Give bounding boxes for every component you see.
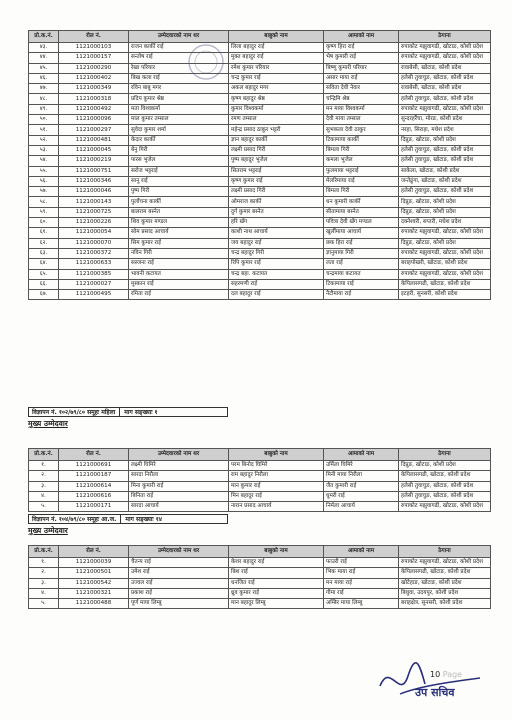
table-cell: ज्ञान बहादुर कार्की — [229, 135, 324, 145]
table-cell: ओमराज कार्की — [229, 197, 324, 207]
table-row — [29, 125, 491, 135]
advertisement-label: विज्ञापन नं. १०४/७९/८० समूहः आ.ज. — [32, 516, 117, 523]
table-header-row — [29, 546, 491, 558]
table-cell: बिश राई — [229, 568, 324, 578]
table-cell: रमेश कुमार परियार — [229, 63, 324, 73]
table-cell: पारस भुजेल — [129, 156, 229, 166]
table-cell: मुक्त बहादुर राई — [229, 53, 324, 63]
table-cell: 1121000495 — [59, 290, 129, 300]
table-cell: ५७. — [29, 187, 59, 197]
table-cell: सोम प्रसाद आचार्य — [129, 228, 229, 238]
page-number-label: Page — [442, 670, 463, 679]
table-row — [29, 176, 491, 186]
table-body — [29, 461, 491, 512]
advertisement-notice-indigenous — [28, 514, 228, 524]
candidate-table-continued — [28, 30, 491, 300]
table-cell: पुष्प बहादुर भुजेल — [229, 156, 324, 166]
advertisement-label: विज्ञापन नं. १०२/७९/८० समूहः महिला — [32, 409, 116, 416]
column-header: उम्मेदवारको नाम थर — [129, 31, 229, 43]
table-cell: 1121000297 — [59, 125, 129, 135]
table-cell: ४३. — [29, 43, 59, 53]
table-row — [29, 145, 491, 155]
table-cell: सविता देवी नेवार — [324, 84, 399, 94]
table-row — [29, 279, 491, 289]
table-cell: माल कुमार तम्साल — [129, 115, 229, 125]
table-row — [29, 135, 491, 145]
table-cell: भिक माया राई — [324, 568, 399, 578]
table-cell: कमला भुजेल — [324, 156, 399, 166]
table-cell: दिप्रुङ, खोटाङ, कोशी प्रदेश — [399, 461, 491, 471]
table-cell: ४९. — [29, 104, 59, 114]
table-row — [29, 207, 491, 217]
table-row — [29, 502, 491, 512]
table-row — [29, 238, 491, 248]
table-cell: 1121000402 — [59, 73, 129, 83]
column-header: बाबुको नाम — [229, 449, 324, 461]
table-row — [29, 43, 491, 53]
table-cell: मान बहादुर लिम्बु — [229, 599, 324, 609]
table-cell: सानु राई — [129, 176, 229, 186]
column-header: आमाको नाम — [324, 546, 399, 558]
table-cell: बिख कला राई — [129, 73, 229, 83]
column-header: प्रो.क.नं. — [29, 449, 59, 461]
table-cell: 1121000501 — [59, 568, 129, 578]
table-cell: १. — [29, 558, 59, 568]
table-row — [29, 269, 491, 279]
table-cell: लक्ष्मी प्रसाद गिरी — [229, 187, 324, 197]
table-cell: बिमला गिरी — [324, 145, 399, 155]
table-row — [29, 53, 491, 63]
table-cell: हरि खँग — [229, 218, 324, 228]
table-cell: ध्रुव कुमार राई — [229, 588, 324, 598]
table-cell: भावनी कटायत — [129, 269, 229, 279]
table-cell: साकेला, खोटाङ, कोशी प्रदेश — [399, 166, 491, 176]
table-cell: मिनी माया निरौला — [324, 471, 399, 481]
table-cell: सारदा आचार्य — [129, 502, 229, 512]
table-row — [29, 259, 491, 269]
column-header: रोल नं. — [59, 31, 129, 43]
table-cell: 1121000103 — [59, 43, 129, 53]
table-cell: बिष्णु कुमारी परियार — [324, 63, 399, 73]
table-cell: सुभकला देवी ठाकुर — [324, 125, 399, 135]
table-cell: रुपाकोट मझुवागढी, खोटाङ, कोशी प्रदेश — [399, 43, 491, 53]
candidate-table-women — [28, 448, 491, 512]
table-row — [29, 63, 491, 73]
table-cell: चन्द्रिमि श्रेष्ठ — [324, 94, 399, 104]
table-cell: 1121000187 — [59, 471, 129, 481]
table-cell: कृष्ण कुमार राई — [229, 176, 324, 186]
table-cell: पुष्प गिरी — [129, 187, 229, 197]
section-heading-main-candidates: मुख्य उम्मेदवार — [28, 419, 68, 428]
table-cell: मता विश्वकर्मा — [129, 104, 229, 114]
table-cell: धनजित राई — [229, 578, 324, 588]
table-cell: दुर्ग कुमार बस्नेत — [229, 207, 324, 217]
table-row — [29, 84, 491, 94]
table-cell: चन्द्र बहादुर गिरी — [229, 248, 324, 258]
table-body — [29, 43, 491, 300]
column-header: आमाको नाम — [324, 31, 399, 43]
table-header-row — [29, 31, 491, 43]
table-cell: 1121000614 — [59, 481, 129, 491]
table-cell: बराहक्षेत्र, सुनसरी, कोशी प्रदेश — [399, 599, 491, 609]
column-header: उम्मेदवारको नाम थर — [129, 449, 229, 461]
table-cell: दिप्रुङ, खोटाङ, कोशी प्रदेश — [399, 135, 491, 145]
table-row — [29, 471, 491, 481]
column-header: बाबुको नाम — [229, 31, 324, 43]
table-cell: बराहपोखरी, खोटाङ, कोशी प्रदेश — [399, 259, 491, 269]
table-cell: ५२. — [29, 135, 59, 145]
table-cell: हलेसी तुवाचुङ, खोटाङ, कोशी प्रदेश — [399, 145, 491, 155]
table-cell: उर्मिला घिमिरे — [324, 461, 399, 471]
table-cell: राजन कार्की राई — [129, 43, 229, 53]
table-cell: काशी नाथ आचार्य — [229, 228, 324, 238]
table-row — [29, 94, 491, 104]
table-cell: रुपाकोट मझुवागढी, खोटाङ, कोशी प्रदेश — [399, 269, 491, 279]
table-row — [29, 73, 491, 83]
table-cell: ५. — [29, 502, 59, 512]
table-cell: 1121000751 — [59, 166, 129, 176]
table-cell: २. — [29, 568, 59, 578]
table-cell: शिव कुमार मण्डल — [129, 218, 229, 228]
table-cell: हलेसी तुवाचुङ, खोटाङ, कोशी प्रदेश — [399, 481, 491, 491]
table-cell: 1121000372 — [59, 248, 129, 258]
table-cell: उमेश राई — [129, 568, 229, 578]
table-cell: सीतामाया बस्नेत — [324, 207, 399, 217]
column-header: ठेगाना — [399, 546, 491, 558]
section-heading-main-candidates: मुख्य उम्मेदवार — [28, 526, 68, 535]
table-cell: बालराम बस्नेत — [129, 207, 229, 217]
table-cell: रुपाकोट मझुवागढी, खोटाङ, कोशी प्रदेश — [399, 248, 491, 258]
table-cell: केपिलासगढी, खोटाङ, कोशी प्रदेश — [399, 279, 491, 289]
table-cell: हलेसी तुवाचुङ, खोटाङ, कोशी प्रदेश — [399, 94, 491, 104]
table-cell: ५९. — [29, 207, 59, 217]
table-cell: उज्वल राई — [129, 578, 229, 588]
table-cell: 1121000318 — [59, 94, 129, 104]
table-cell: जन्तेढुंगा, खोटाङ, कोशी प्रदेश — [399, 176, 491, 186]
table-cell: नारान प्रसाद आचार्य — [229, 502, 324, 512]
table-cell: ५६. — [29, 176, 59, 186]
table-row — [29, 461, 491, 471]
table-cell: हलेसी तुवाचुङ, खोटाङ, कोशी प्रदेश — [399, 156, 491, 166]
table-row — [29, 599, 491, 609]
column-header: रोल नं. — [59, 546, 129, 558]
table-cell: कृष्ण बहादुर श्रेष्ठ — [229, 94, 324, 104]
table-cell: 1121000054 — [59, 228, 129, 238]
column-header: रोल नं. — [59, 449, 129, 461]
table-cell: 1121000542 — [59, 578, 129, 588]
table-cell: ३. — [29, 578, 59, 588]
table-cell: टिकामाया कार्की — [324, 135, 399, 145]
table-cell: अकल बहादुर मगर — [229, 84, 324, 94]
table-cell: 1121000691 — [59, 461, 129, 471]
table-cell: सरोज भट्टराई — [129, 166, 229, 176]
column-header: प्रो.क.नं. — [29, 31, 59, 43]
table-cell: प्रकाश राई — [129, 588, 229, 598]
table-cell: ६१. — [29, 228, 59, 238]
table-cell: 1121000616 — [59, 491, 129, 501]
table-cell: परम बिनोद घिमिरे — [229, 461, 324, 471]
table-cell: 1121000219 — [59, 156, 129, 166]
table-cell: सुन्दरहरैंचा, मोरङ, कोशी प्रदेश — [399, 115, 491, 125]
table-cell: ५५. — [29, 166, 59, 176]
table-cell: केदार कार्की — [129, 135, 229, 145]
table-cell: सन्तोष राई — [129, 53, 229, 63]
column-header: ठेगाना — [399, 449, 491, 461]
table-cell: रावाबेसी, खोटाङ, कोशी प्रदेश — [399, 63, 491, 73]
table-cell: ६७. — [29, 290, 59, 300]
table-cell: रमण तम्साल — [229, 115, 324, 125]
signature-designation: उप सचिव — [415, 686, 455, 699]
table-cell: भेष कुमारी राई — [324, 53, 399, 63]
page-number-value: 10 — [430, 670, 441, 679]
table-cell: 1121000321 — [59, 588, 129, 598]
table-cell: चन्द्र कुमार राई — [229, 73, 324, 83]
table-cell: अम्बिर माया लिम्बु — [324, 599, 399, 609]
table-cell: नविन गिरी — [129, 248, 229, 258]
table-cell: रिपि कुमार राई — [229, 259, 324, 269]
table-cell: कृष्ण हिरा राई — [324, 43, 399, 53]
table-cell: मान कुमार राई — [229, 481, 324, 491]
table-cell: ३. — [29, 481, 59, 491]
table-cell: लक्ष्मी प्रसाद गिरी — [229, 145, 324, 155]
handwritten-signature — [370, 656, 490, 706]
column-header: ठेगाना — [399, 31, 491, 43]
table-cell: फुलमाया भट्टराई — [324, 166, 399, 176]
table-cell: ५३. — [29, 145, 59, 155]
table-cell: कुमार विश्वकर्मा — [229, 104, 324, 114]
table-cell: 1121000045 — [59, 145, 129, 155]
table-cell: नैटौमाया राई — [324, 290, 399, 300]
table-row — [29, 491, 491, 501]
table-row — [29, 558, 491, 568]
table-cell: सहरमणी राई — [229, 279, 324, 289]
table-row — [29, 481, 491, 491]
demand-count: माग सङ्ख्याः १४ — [125, 516, 162, 523]
table-cell: खुर्लीमाया आचार्य — [324, 228, 399, 238]
table-body — [29, 558, 491, 609]
table-cell: ५४. — [29, 156, 59, 166]
table-cell: 1121000157 — [59, 53, 129, 63]
table-cell: ४६. — [29, 73, 59, 83]
table-cell: चन्द्रमाया कटायत — [324, 269, 399, 279]
table-cell: टिकामाया राई — [324, 279, 399, 289]
table-cell: चैतन्य राई — [129, 558, 229, 568]
table-cell: देवी माया तम्साल — [324, 115, 399, 125]
table-cell: ५१. — [29, 125, 59, 135]
table-cell: लिला बहादुर राई — [229, 43, 324, 53]
table-cell: ६२. — [29, 238, 59, 248]
table-cell: रुपाकोट मझुवागढी, खोटाङ, कोशी प्रदेश — [399, 558, 491, 568]
table-cell: मिना कुमारी राई — [129, 481, 229, 491]
table-cell: 1121000488 — [59, 599, 129, 609]
table-cell: सुवेदा कुमार शर्मा — [129, 125, 229, 135]
table-row — [29, 290, 491, 300]
table-cell: रुपाकोट मझुवागढी, खोटाङ, कोशी प्रदेश — [399, 104, 491, 114]
table-cell: हलेसी तुवाचुङ, खोटाङ, कोशी प्रदेश — [399, 73, 491, 83]
table-cell: 1121000226 — [59, 218, 129, 228]
demand-count: माग सङ्ख्याः १ — [124, 409, 158, 416]
table-cell: ४८. — [29, 94, 59, 104]
table-cell: बिधुवा, उदयपुर, कोशी प्रदेश — [399, 588, 491, 598]
table-cell: बिमला गिरी — [324, 187, 399, 197]
table-cell: जय बहादुर राई — [229, 238, 324, 248]
candidate-table-indigenous — [28, 545, 491, 609]
table-cell: ४. — [29, 588, 59, 598]
column-header: बाबुको नाम — [229, 546, 324, 558]
table-cell: रुपाकोट मझुवागढी, खोटाङ, कोशी प्रदेश — [399, 502, 491, 512]
table-cell: दिप्रुङ, खोटाङ, कोशी प्रदेश — [399, 207, 491, 217]
column-header: आमाको नाम — [324, 449, 399, 461]
table-cell: मन माया राई — [324, 578, 399, 588]
table-cell: धन कुमारी कार्की — [324, 197, 399, 207]
table-cell: 1121000481 — [59, 135, 129, 145]
table-cell: मन माया विश्वकर्मा — [324, 104, 399, 114]
table-row — [29, 166, 491, 176]
table-row — [29, 578, 491, 588]
table-cell: 1121000171 — [59, 502, 129, 512]
table-cell: चन्द्र बहा. कटायत — [229, 269, 324, 279]
table-cell: १. — [29, 461, 59, 471]
table-cell: ४७. — [29, 84, 59, 94]
table-cell: छक हिरा राई — [324, 238, 399, 248]
table-row — [29, 187, 491, 197]
table-cell: लता राई — [324, 259, 399, 269]
table-cell: 1121000027 — [59, 279, 129, 289]
table-cell: केशर बहादुर राई — [229, 558, 324, 568]
table-cell: इटहरी, सुनसरी, कोशी प्रदेश — [399, 290, 491, 300]
table-cell: 1121000492 — [59, 104, 129, 114]
table-cell: दिप्रुङ, खोटाङ, कोशी प्रदेश — [399, 197, 491, 207]
table-cell: 1121000039 — [59, 558, 129, 568]
table-cell: महेन्द्र प्रसाद ठाकुर भट्टरी — [229, 125, 324, 135]
table-header-row — [29, 449, 491, 461]
table-row — [29, 248, 491, 258]
table-cell: ६४. — [29, 259, 59, 269]
table-cell: सिम कुमार राई — [129, 238, 229, 248]
table-cell: ६५. — [29, 269, 59, 279]
table-cell: गौमा राई — [324, 588, 399, 598]
table-row — [29, 104, 491, 114]
table-cell: रुपाकोट मझुवागढी, खोटाङ, कोशी प्रदेश — [399, 228, 491, 238]
table-cell: लक्ष्मी घिमिरे — [129, 461, 229, 471]
table-cell: रावाबेसी, खोटाङ, कोशी प्रदेश — [399, 84, 491, 94]
column-header: प्रो.क.नं. — [29, 546, 59, 558]
table-cell: राम बहादुर निरौला — [229, 471, 324, 481]
table-cell: 1121000046 — [59, 187, 129, 197]
table-cell: असार माया राई — [324, 73, 399, 83]
table-cell: खोटेहाङ, खोटाङ, कोशी प्रदेश — [399, 578, 491, 588]
table-cell: ६६. — [29, 279, 59, 289]
table-row — [29, 115, 491, 125]
table-cell: फाउरी राई — [324, 558, 399, 568]
table-cell: ६३. — [29, 248, 59, 258]
table-cell: पूर्ण माया लिम्बु — [129, 599, 229, 609]
table-row — [29, 228, 491, 238]
table-cell: रविन बाबु मगर — [129, 84, 229, 94]
table-cell: रेखा परियार — [129, 63, 229, 73]
table-cell: दक्नेश्वरी, सप्तरी, मधेश प्रदेश — [399, 218, 491, 228]
table-cell: हलेसी तुवाचुङ, खोटाङ, कोशी प्रदेश — [399, 491, 491, 501]
table-cell: 1121000346 — [59, 176, 129, 186]
advertisement-notice-women — [28, 407, 228, 417]
table-cell: बेनु गिरी — [129, 145, 229, 155]
table-cell: मुस्कान राई — [129, 279, 229, 289]
table-cell: सस्जना राई — [129, 259, 229, 269]
table-cell: रुपाकोट मझुवागढी, खोटाङ, कोशी प्रदेश — [399, 53, 491, 63]
table-cell: जैत कुमारी राई — [324, 481, 399, 491]
table-cell: मिन बहादुर राई — [229, 491, 324, 501]
table-cell: मेलरिमाया राई — [324, 176, 399, 186]
column-header: उम्मेदवारको नाम थर — [129, 546, 229, 558]
table-cell: 1121000096 — [59, 115, 129, 125]
table-cell: ४५. — [29, 63, 59, 73]
table-cell: ६०. — [29, 218, 59, 228]
table-cell: ४४. — [29, 53, 59, 63]
table-cell: ४. — [29, 491, 59, 501]
table-cell: केपिलासगढी, खोटाङ, कोशी प्रदेश — [399, 471, 491, 481]
table-row — [29, 218, 491, 228]
table-cell: सितराम भट्टराई — [229, 166, 324, 176]
table-cell: निर्मला आचार्य — [324, 502, 399, 512]
table-cell: ५. — [29, 599, 59, 609]
table-cell: ५८. — [29, 197, 59, 207]
table-cell: ५०. — [29, 115, 59, 125]
table-cell: पुर्लोचना कार्की — [129, 197, 229, 207]
table-cell: 1121000385 — [59, 269, 129, 279]
table-cell: 1121000633 — [59, 259, 129, 269]
table-cell: केपिलासगढी, खोटाङ, कोशी प्रदेश — [399, 568, 491, 578]
table-cell: 1121000290 — [59, 63, 129, 73]
table-cell: नरहा, सिराहा, मधेश प्रदेश — [399, 125, 491, 135]
table-cell: 1121000070 — [59, 238, 129, 248]
table-cell: पवित्रा देवी खँग मण्डल — [324, 218, 399, 228]
table-cell: धुमरी राई — [324, 491, 399, 501]
table-cell: हलेसी तुवाचुङ, खोटाङ, कोशी प्रदेश — [399, 187, 491, 197]
table-cell: दल बहादुर राई — [229, 290, 324, 300]
table-cell: 1121000725 — [59, 207, 129, 217]
table-cell: 1121000349 — [59, 84, 129, 94]
table-cell: 1121000143 — [59, 197, 129, 207]
table-cell: दिप्रुङ, खोटाङ, कोशी प्रदेश — [399, 238, 491, 248]
table-row — [29, 197, 491, 207]
table-cell: सारदा निरौला — [129, 471, 229, 481]
table-cell: बिनिता राई — [129, 491, 229, 501]
table-cell: प्रदिप कुमार श्रेष्ठ — [129, 94, 229, 104]
table-row — [29, 156, 491, 166]
table-cell: ज्ञानुमाया गिरी — [324, 248, 399, 258]
table-row — [29, 568, 491, 578]
table-row — [29, 588, 491, 598]
table-cell: रमिता राई — [129, 290, 229, 300]
table-cell: २. — [29, 471, 59, 481]
